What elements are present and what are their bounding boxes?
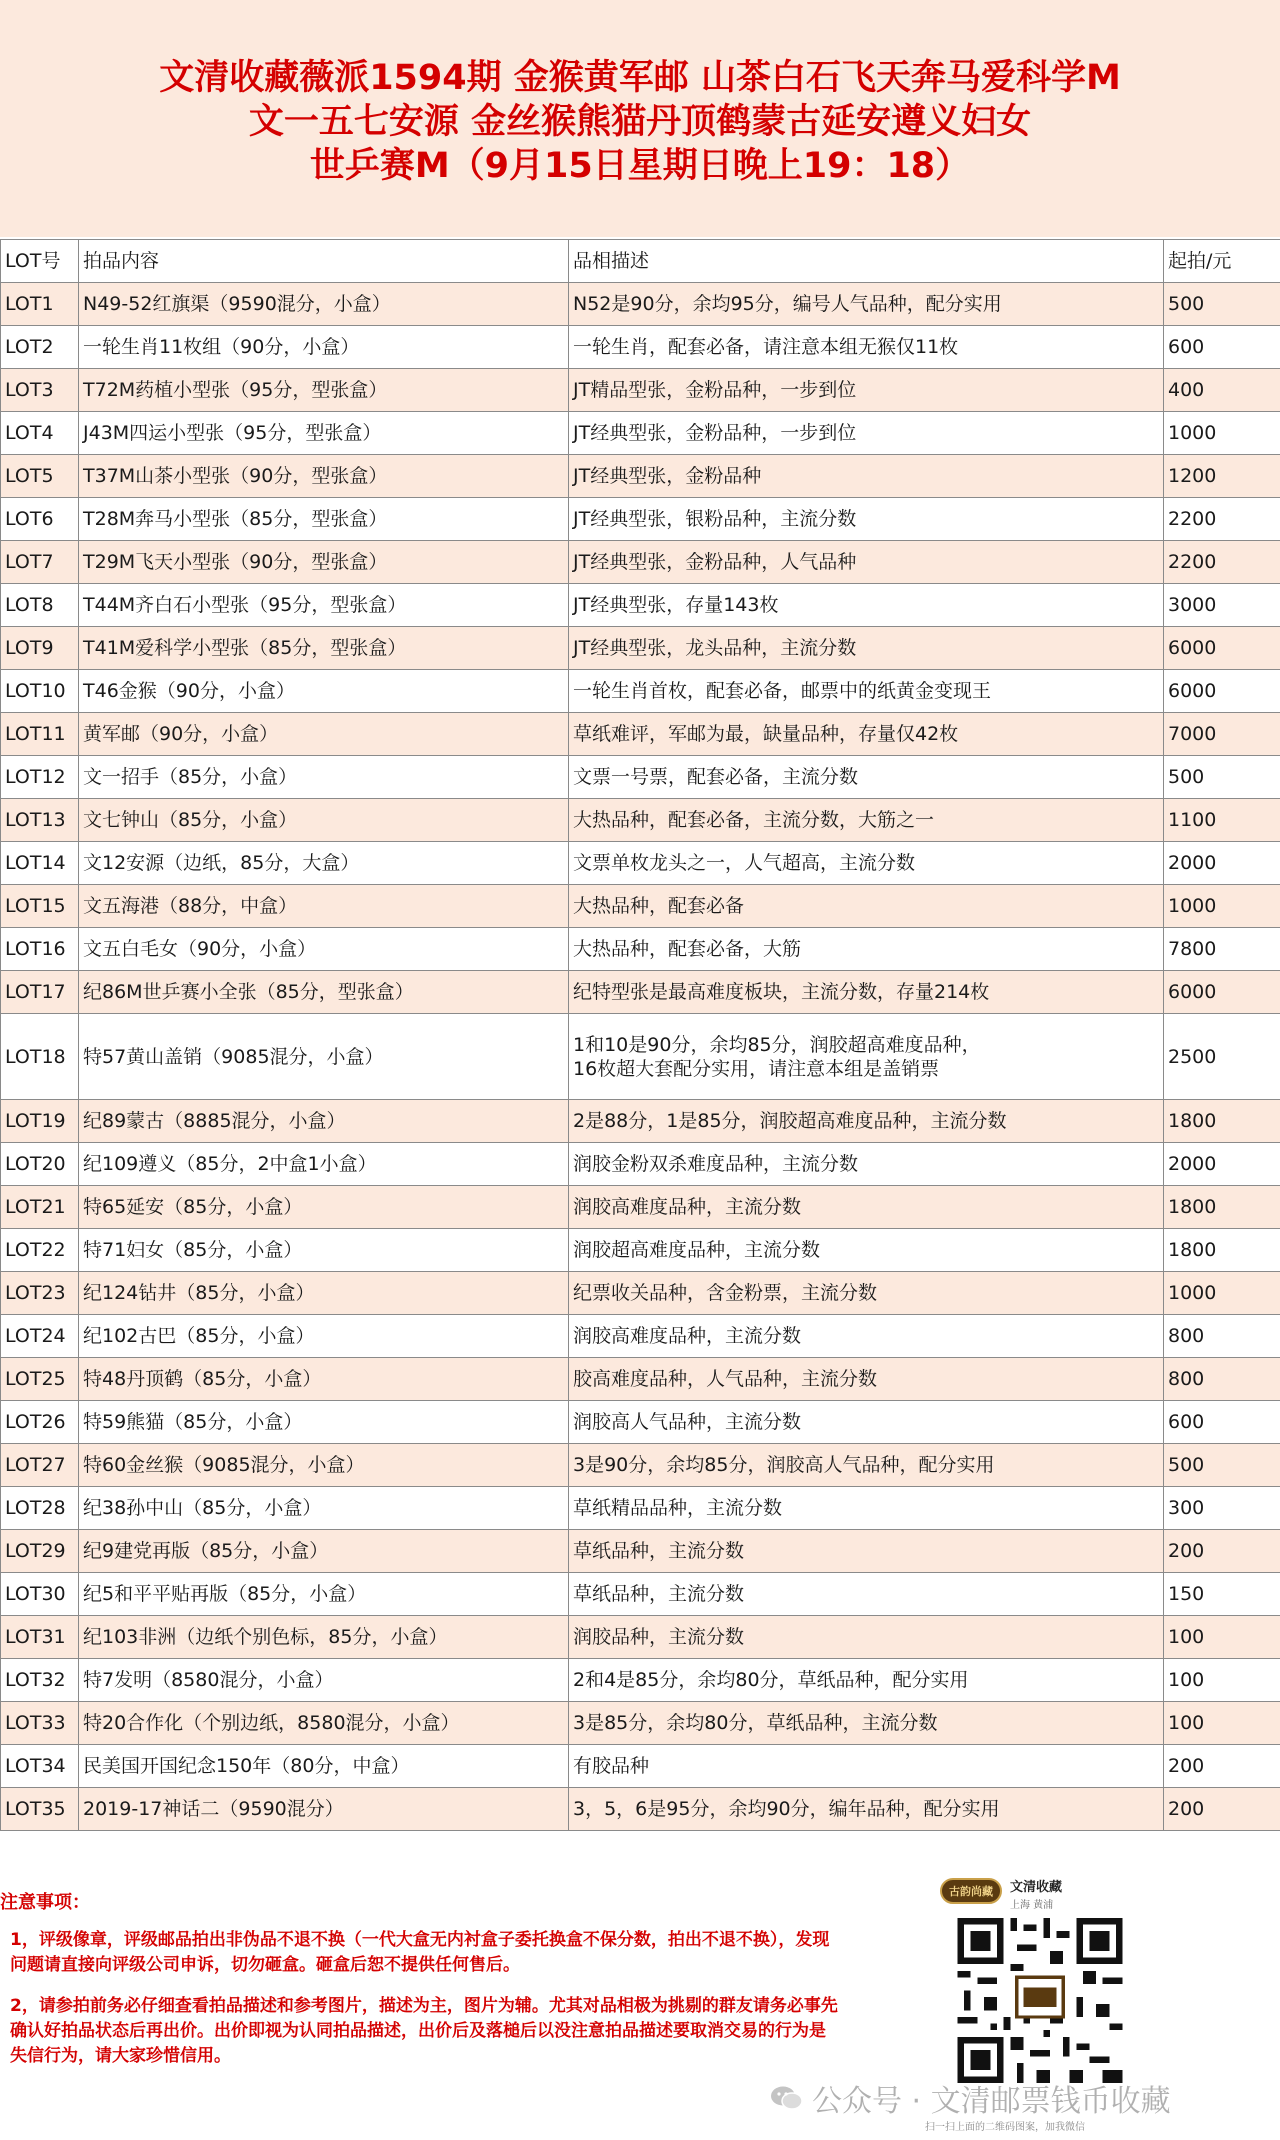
lot-desc-cell <box>569 1444 1164 1487</box>
table-row <box>1 1745 1280 1788</box>
lot-number-cell: LOT12 <box>1 756 79 799</box>
lot-price-cell: 150 <box>1164 1573 1280 1616</box>
lot-item-cell: 2019-17神话二（9590混分） <box>79 1788 569 1831</box>
lot-item-cell: N49-52红旗渠（9590混分，小盒） <box>79 283 569 326</box>
table-row <box>1 971 1280 1014</box>
lot-desc-cell <box>569 1315 1164 1358</box>
lot-number-cell: LOT21 <box>1 1186 79 1229</box>
header-line-3: 世乒赛M（9月15日星期日晚上19：18） <box>309 145 971 186</box>
qr-code-icon[interactable] <box>950 1918 1130 2083</box>
lot-desc-cell <box>569 971 1164 1014</box>
wechat-icon <box>770 2085 804 2111</box>
lot-number-cell: LOT28 <box>1 1487 79 1530</box>
lot-desc-line: 3，5，6是95分，余均90分，编年品种，配分实用 <box>573 1798 1000 1820</box>
lot-price-cell: 500 <box>1164 283 1280 326</box>
lot-desc-line: 纪特型张是最高难度板块，主流分数，存量214枚 <box>573 981 990 1003</box>
table-row <box>1 842 1280 885</box>
lot-number-cell: LOT18 <box>1 1014 79 1100</box>
lot-number-cell: LOT35 <box>1 1788 79 1831</box>
table-row <box>1 1702 1280 1745</box>
lot-number-cell: LOT23 <box>1 1272 79 1315</box>
lot-desc-line: N52是90分，余均95分，编号人气品种，配分实用 <box>573 293 1002 315</box>
lot-table <box>0 239 1280 1831</box>
table-row <box>1 1014 1280 1100</box>
lot-desc-line: 草纸品种，主流分数 <box>573 1583 745 1605</box>
lot-item-cell: 纪89蒙古（8885混分，小盒） <box>79 1100 569 1143</box>
lot-desc-line: JT经典型张，金粉品种 <box>573 465 762 487</box>
lot-desc-line: 草纸难评，军邮为最，缺量品种，存量仅42枚 <box>573 723 959 745</box>
table-row <box>1 1659 1280 1702</box>
lot-price-cell: 500 <box>1164 1444 1280 1487</box>
note-item-2: 2，请参拍前务必仔细查看拍品描述和参考图片，描述为主，图片为辅。尤其对品相极为挑剔的群友请务必事先确认好拍品状态后再出价。出价即视为认同拍品描述，出价后及落槌后以没注意拍品描述要取消交易的行为是失信行为，请大家珍惜信用。 <box>10 1996 838 2066</box>
lot-number-cell: LOT24 <box>1 1315 79 1358</box>
lot-desc-line: JT经典型张，龙头品种，主流分数 <box>573 637 857 659</box>
table-row <box>1 1616 1280 1659</box>
lot-price-cell: 1000 <box>1164 885 1280 928</box>
lot-desc-cell <box>569 1401 1164 1444</box>
qr-card <box>920 1868 1160 2088</box>
lot-desc-line: JT经典型张，银粉品种，主流分数 <box>573 508 857 530</box>
header-item: 拍品内容 <box>79 240 569 283</box>
lot-desc-cell <box>569 928 1164 971</box>
lot-desc-line: JT经典型张，存量143枚 <box>573 594 779 616</box>
lot-item-cell: 纪103非洲（边纸个别色标，85分，小盒） <box>79 1616 569 1659</box>
lot-number-cell: LOT20 <box>1 1143 79 1186</box>
lot-item-cell: 文五海港（88分，中盒） <box>79 885 569 928</box>
lot-number-cell: LOT29 <box>1 1530 79 1573</box>
lot-desc-cell <box>569 713 1164 756</box>
lot-desc-line: 3是85分，余均80分，草纸品种，主流分数 <box>573 1712 938 1734</box>
lot-desc-line: 润胶高人气品种，主流分数 <box>573 1411 802 1433</box>
lot-desc-cell <box>569 1616 1164 1659</box>
table-row <box>1 885 1280 928</box>
lot-item-cell: T41M爱科学小型张（85分，型张盒） <box>79 627 569 670</box>
qr-logo: 古韵尚藏 <box>940 1878 1002 1904</box>
lot-price-cell: 1100 <box>1164 799 1280 842</box>
lot-price-cell: 6000 <box>1164 627 1280 670</box>
lot-desc-line: 大热品种，配套必备 <box>573 895 745 917</box>
lot-price-cell: 7800 <box>1164 928 1280 971</box>
lot-price-cell: 2500 <box>1164 1014 1280 1100</box>
lot-desc-line: 文票一号票，配套必备，主流分数 <box>573 766 859 788</box>
header-line-1: 文清收藏薇派1594期 金猴黄军邮 山茶白石飞天奔马爱科学M <box>159 57 1121 98</box>
lot-desc-cell <box>569 498 1164 541</box>
watermark-text: 公众号 · 文清邮票钱币收藏 <box>812 2084 1171 2119</box>
lot-desc-line: 2和4是85分，余均80分，草纸品种，配分实用 <box>573 1669 969 1691</box>
lot-desc-line: 润胶金粉双杀难度品种，主流分数 <box>573 1153 859 1175</box>
lot-number-cell: LOT26 <box>1 1401 79 1444</box>
lot-desc-cell <box>569 1788 1164 1831</box>
lot-desc-line: 润胶高难度品种，主流分数 <box>573 1196 802 1218</box>
lot-item-cell: 特7发明（8580混分，小盒） <box>79 1659 569 1702</box>
table-row <box>1 1573 1280 1616</box>
lot-item-cell: T37M山茶小型张（90分，型张盒） <box>79 455 569 498</box>
lot-desc-line: 3是90分，余均85分，润胶高人气品种，配分实用 <box>573 1454 995 1476</box>
lot-desc-cell <box>569 369 1164 412</box>
lot-desc-cell <box>569 1659 1164 1702</box>
lot-number-cell: LOT10 <box>1 670 79 713</box>
lot-desc-cell <box>569 1143 1164 1186</box>
lot-number-cell: LOT16 <box>1 928 79 971</box>
lot-desc-cell <box>569 670 1164 713</box>
header-lot: LOT号 <box>1 240 79 283</box>
table-row <box>1 455 1280 498</box>
lot-price-cell: 2000 <box>1164 1143 1280 1186</box>
lot-price-cell: 800 <box>1164 1315 1280 1358</box>
lot-item-cell: 黄军邮（90分，小盒） <box>79 713 569 756</box>
lot-number-cell: LOT34 <box>1 1745 79 1788</box>
lot-desc-cell <box>569 1100 1164 1143</box>
lot-desc-line: 一轮生肖，配套必备，请注意本组无猴仅11枚 <box>573 336 959 358</box>
lot-desc-line: 有胶品种 <box>573 1755 650 1777</box>
lot-desc-cell <box>569 1229 1164 1272</box>
lot-price-cell: 100 <box>1164 1616 1280 1659</box>
lot-item-cell: 纪86M世乒赛小全张（85分，型张盒） <box>79 971 569 1014</box>
table-row <box>1 627 1280 670</box>
lot-number-cell: LOT1 <box>1 283 79 326</box>
lot-price-cell: 6000 <box>1164 971 1280 1014</box>
table-row <box>1 1229 1280 1272</box>
lot-desc-line: 草纸精品品种，主流分数 <box>573 1497 783 1519</box>
lot-price-cell: 6000 <box>1164 670 1280 713</box>
lot-price-cell: 500 <box>1164 756 1280 799</box>
lot-desc-cell <box>569 455 1164 498</box>
table-row <box>1 1272 1280 1315</box>
lot-number-cell: LOT30 <box>1 1573 79 1616</box>
lot-number-cell: LOT19 <box>1 1100 79 1143</box>
lot-desc-cell <box>569 842 1164 885</box>
lot-number-cell: LOT27 <box>1 1444 79 1487</box>
header-price: 起拍/元 <box>1164 240 1280 283</box>
table-row <box>1 799 1280 842</box>
lot-desc-line: 大热品种，配套必备，大筋 <box>573 938 802 960</box>
lot-number-cell: LOT4 <box>1 412 79 455</box>
lot-desc-cell <box>569 541 1164 584</box>
lot-item-cell: 特59熊猫（85分，小盒） <box>79 1401 569 1444</box>
lot-desc-line: 草纸品种，主流分数 <box>573 1540 745 1562</box>
table-row <box>1 283 1280 326</box>
table-row <box>1 412 1280 455</box>
lot-price-cell: 200 <box>1164 1745 1280 1788</box>
table-row <box>1 1530 1280 1573</box>
lot-number-cell: LOT3 <box>1 369 79 412</box>
lot-item-cell: T28M奔马小型张（85分，型张盒） <box>79 498 569 541</box>
lot-number-cell: LOT22 <box>1 1229 79 1272</box>
lot-desc-line: 润胶高难度品种，主流分数 <box>573 1325 802 1347</box>
lot-item-cell: T44M齐白石小型张（95分，型张盒） <box>79 584 569 627</box>
auction-header <box>0 0 1280 237</box>
header-line-2: 文一五七安源 金丝猴熊猫丹顶鹤蒙古延安遵义妇女 <box>248 101 1032 142</box>
lot-number-cell: LOT11 <box>1 713 79 756</box>
lot-desc-cell <box>569 1487 1164 1530</box>
lot-desc-line: 润胶品种，主流分数 <box>573 1626 745 1648</box>
lot-number-cell: LOT25 <box>1 1358 79 1401</box>
table-row <box>1 1315 1280 1358</box>
notes-section <box>0 1848 1280 2140</box>
table-row <box>1 1401 1280 1444</box>
lot-number-cell: LOT14 <box>1 842 79 885</box>
lot-item-cell: 特65延安（85分，小盒） <box>79 1186 569 1229</box>
lot-desc-cell <box>569 1530 1164 1573</box>
qr-name: 文清收藏 <box>1010 1880 1063 1895</box>
table-row <box>1 326 1280 369</box>
lot-desc-cell <box>569 326 1164 369</box>
lot-item-cell: 纪109遵义（85分，2中盒1小盒） <box>79 1143 569 1186</box>
lot-desc-line: 一轮生肖首枚，配套必备，邮票中的纸黄金变现王 <box>573 680 992 702</box>
lot-desc-line: 纪票收关品种，含金粉票，主流分数 <box>573 1282 878 1304</box>
lot-item-cell: 特71妇女（85分，小盒） <box>79 1229 569 1272</box>
lot-item-cell: 民美国开国纪念150年（80分，中盒） <box>79 1745 569 1788</box>
lot-item-cell: 纪9建党再版（85分，小盒） <box>79 1530 569 1573</box>
note-item-1: 1，评级像章，评级邮品拍出非伪品不退不换（一代大盒无内衬盒子委托换盒不保分数，拍出不退不换），发现问题请直接向评级公司申诉，切勿砸盒。砸盒后恕不提供任何售后。 <box>10 1930 830 1975</box>
lot-number-cell: LOT2 <box>1 326 79 369</box>
lot-desc-line: JT经典型张，金粉品种，人气品种 <box>573 551 857 573</box>
table-row <box>1 756 1280 799</box>
lot-desc-cell <box>569 1272 1164 1315</box>
table-row <box>1 713 1280 756</box>
lot-desc-cell <box>569 1745 1164 1788</box>
table-row <box>1 1100 1280 1143</box>
lot-item-cell: 特60金丝猴（9085混分，小盒） <box>79 1444 569 1487</box>
table-row <box>1 1788 1280 1831</box>
lot-desc-line: 2是88分，1是85分，润胶超高难度品种，主流分数 <box>573 1110 1007 1132</box>
lot-number-cell: LOT9 <box>1 627 79 670</box>
table-row <box>1 670 1280 713</box>
lot-price-cell: 1800 <box>1164 1229 1280 1272</box>
lot-item-cell: 纪102古巴（85分，小盒） <box>79 1315 569 1358</box>
lot-item-cell: 纪38孙中山（85分，小盒） <box>79 1487 569 1530</box>
table-header-row <box>1 240 1280 283</box>
lot-desc-cell <box>569 627 1164 670</box>
watermark <box>770 2076 1171 2120</box>
table-row <box>1 1444 1280 1487</box>
table-row <box>1 928 1280 971</box>
lot-item-cell: 文12安源（边纸，85分，大盒） <box>79 842 569 885</box>
lot-desc-cell <box>569 1358 1164 1401</box>
lot-price-cell: 2200 <box>1164 541 1280 584</box>
lot-price-cell: 600 <box>1164 1401 1280 1444</box>
lot-item-cell: T72M药植小型张（95分，型张盒） <box>79 369 569 412</box>
lot-desc-cell <box>569 1014 1164 1100</box>
table-row <box>1 541 1280 584</box>
header-desc: 品相描述 <box>569 240 1164 283</box>
lot-number-cell: LOT31 <box>1 1616 79 1659</box>
lot-desc-line: JT精品型张，金粉品种，一步到位 <box>573 379 857 401</box>
lot-price-cell: 200 <box>1164 1788 1280 1831</box>
lot-number-cell: LOT8 <box>1 584 79 627</box>
lot-desc-line: 胶高难度品种，人气品种，主流分数 <box>573 1368 878 1390</box>
notes-text <box>0 1888 840 2085</box>
lot-item-cell: T29M飞天小型张（90分，型张盒） <box>79 541 569 584</box>
lot-number-cell: LOT17 <box>1 971 79 1014</box>
lot-price-cell: 600 <box>1164 326 1280 369</box>
lot-price-cell: 2200 <box>1164 498 1280 541</box>
lot-price-cell: 100 <box>1164 1702 1280 1745</box>
lot-item-cell: 纪124钻井（85分，小盒） <box>79 1272 569 1315</box>
lot-price-cell: 3000 <box>1164 584 1280 627</box>
lot-item-cell: J43M四运小型张（95分，型张盒） <box>79 412 569 455</box>
table-row <box>1 1358 1280 1401</box>
lot-price-cell: 1200 <box>1164 455 1280 498</box>
lot-item-cell: T46金猴（90分，小盒） <box>79 670 569 713</box>
lot-desc-cell <box>569 756 1164 799</box>
lot-price-cell: 300 <box>1164 1487 1280 1530</box>
table-row <box>1 1143 1280 1186</box>
lot-desc-line: 润胶超高难度品种，主流分数 <box>573 1239 821 1261</box>
lot-price-cell: 1000 <box>1164 412 1280 455</box>
lot-desc-cell <box>569 885 1164 928</box>
lot-desc-cell <box>569 412 1164 455</box>
qr-caption: 扫一扫上面的二维码图案，加我微信 <box>925 2122 1085 2133</box>
lot-number-cell: LOT33 <box>1 1702 79 1745</box>
lot-desc-cell <box>569 283 1164 326</box>
lot-desc-line: 大热品种，配套必备，主流分数，大筋之一 <box>573 809 935 831</box>
lot-item-cell: 纪5和平平贴再版（85分，小盒） <box>79 1573 569 1616</box>
lot-desc-cell <box>569 584 1164 627</box>
notes-title: 注意事项： <box>0 1892 90 1913</box>
lot-number-cell: LOT6 <box>1 498 79 541</box>
lot-desc-line: JT经典型张，金粉品种，一步到位 <box>573 422 857 444</box>
lot-price-cell: 400 <box>1164 369 1280 412</box>
lot-price-cell: 200 <box>1164 1530 1280 1573</box>
lot-number-cell: LOT5 <box>1 455 79 498</box>
lot-item-cell: 特20合作化（个别边纸，8580混分，小盒） <box>79 1702 569 1745</box>
lot-table-body <box>1 283 1280 1831</box>
lot-desc-line: 文票单枚龙头之一，人气超高，主流分数 <box>573 852 916 874</box>
lot-number-cell: LOT7 <box>1 541 79 584</box>
lot-price-cell: 800 <box>1164 1358 1280 1401</box>
lot-desc-cell <box>569 1186 1164 1229</box>
lot-price-cell: 100 <box>1164 1659 1280 1702</box>
lot-price-cell: 2000 <box>1164 842 1280 885</box>
lot-item-cell: 特48丹顶鹤（85分，小盒） <box>79 1358 569 1401</box>
lot-price-cell: 1800 <box>1164 1186 1280 1229</box>
lot-desc-line: 1和10是90分，余均85分，润胶超高难度品种， <box>573 1033 981 1056</box>
table-row <box>1 1186 1280 1229</box>
lot-number-cell: LOT13 <box>1 799 79 842</box>
lot-price-cell: 7000 <box>1164 713 1280 756</box>
lot-desc-line: 16枚超大套配分实用，请注意本组是盖销票 <box>573 1057 940 1080</box>
lot-number-cell: LOT32 <box>1 1659 79 1702</box>
lot-item-cell: 特57黄山盖销（9085混分，小盒） <box>79 1014 569 1100</box>
lot-price-cell: 1000 <box>1164 1272 1280 1315</box>
table-row <box>1 1487 1280 1530</box>
table-row <box>1 498 1280 541</box>
lot-number-cell: LOT15 <box>1 885 79 928</box>
lot-item-cell: 一轮生肖11枚组（90分，小盒） <box>79 326 569 369</box>
qr-location: 上海 黄浦 <box>1010 1900 1054 1911</box>
lot-desc-cell <box>569 799 1164 842</box>
lot-desc-cell <box>569 1702 1164 1745</box>
lot-item-cell: 文七钟山（85分，小盒） <box>79 799 569 842</box>
lot-item-cell: 文一招手（85分，小盒） <box>79 756 569 799</box>
table-row <box>1 369 1280 412</box>
table-row <box>1 584 1280 627</box>
lot-price-cell: 1800 <box>1164 1100 1280 1143</box>
lot-desc-cell <box>569 1573 1164 1616</box>
lot-item-cell: 文五白毛女（90分，小盒） <box>79 928 569 971</box>
